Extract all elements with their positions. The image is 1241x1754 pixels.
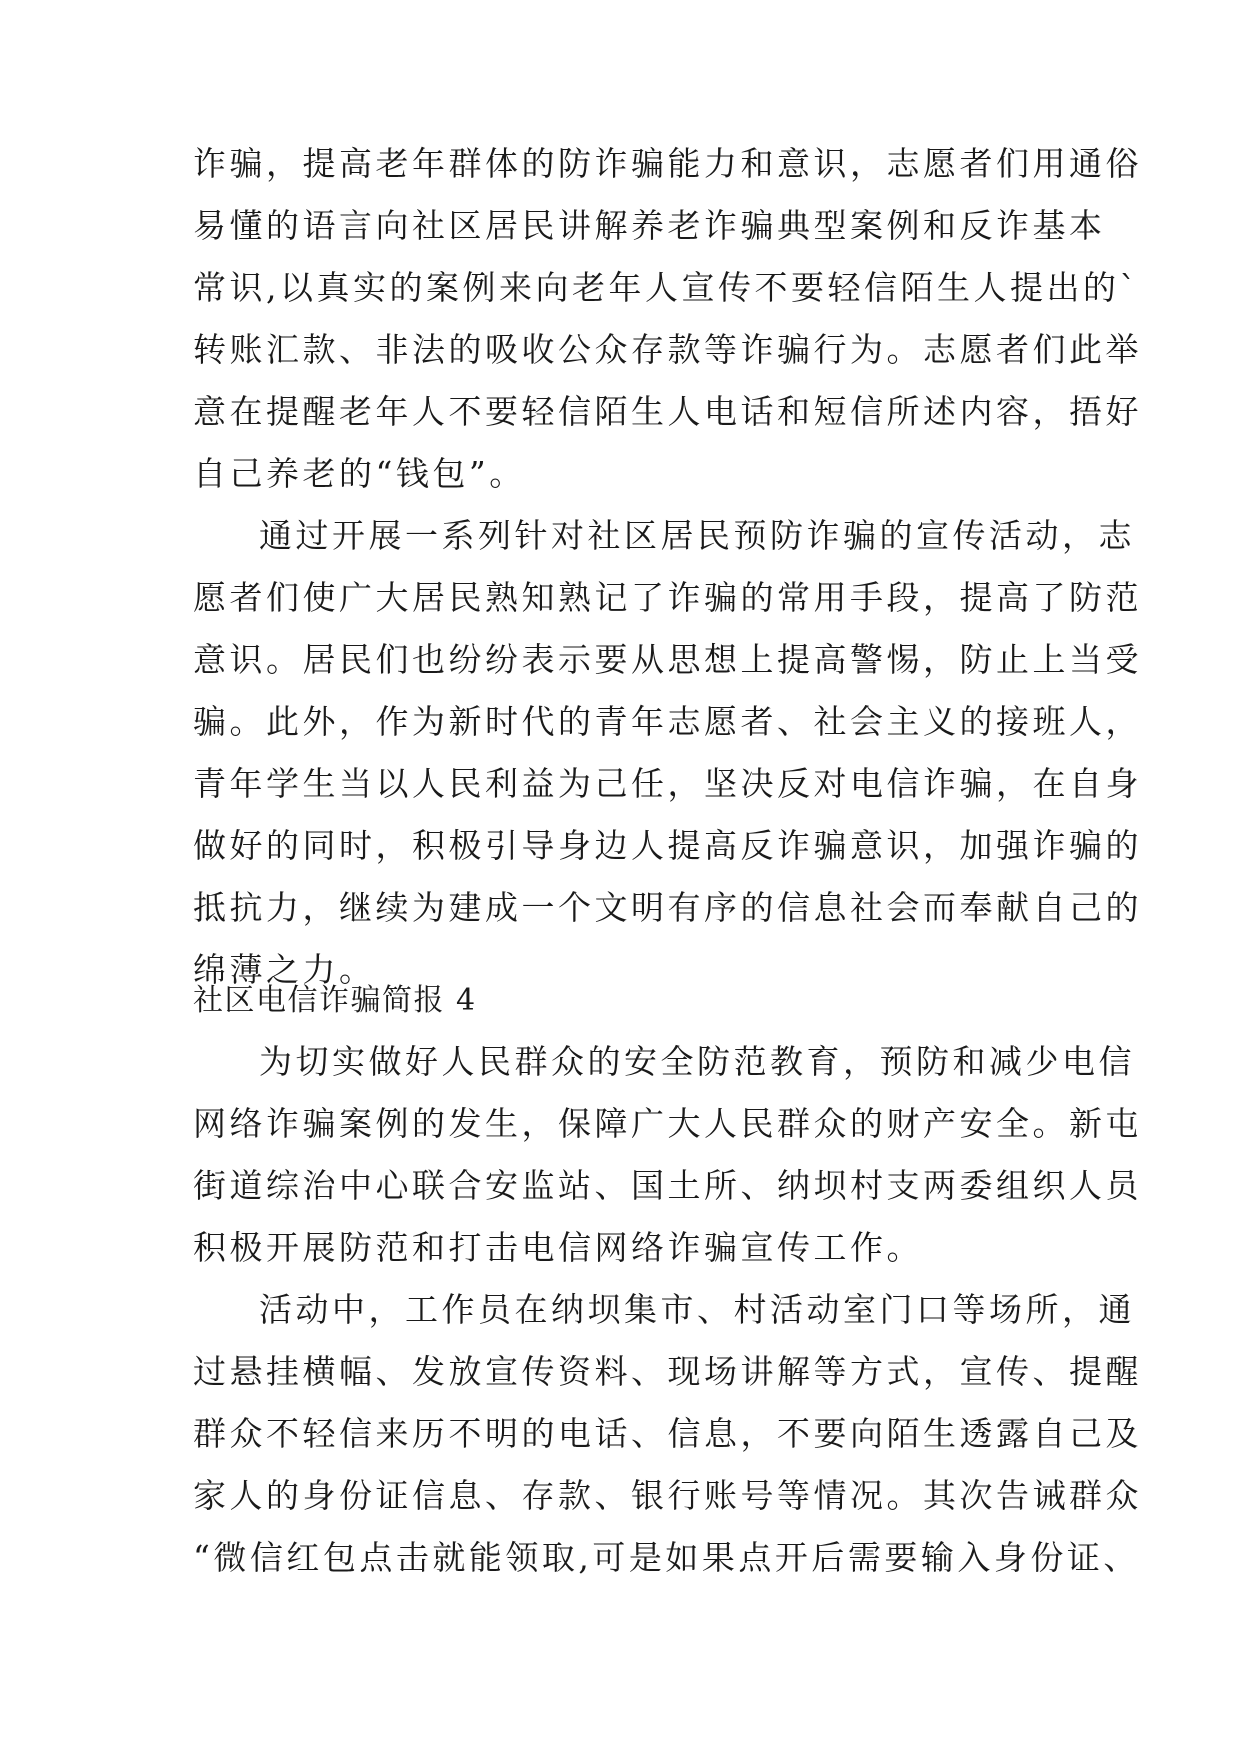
paragraph-line: 骗。此外，作为新时代的青年志愿者、社会主义的接班人，	[193, 702, 1142, 741]
paragraph-line: 家人的身份证信息、存款、银行账号等情况。其次告诫群众	[193, 1476, 1142, 1515]
paragraph-line: 转账汇款、非法的吸收公众存款等诈骗行为。志愿者们此举	[193, 330, 1142, 369]
paragraph-line: 意在提醒老年人不要轻信陌生人电话和短信所述内容，捂好	[193, 392, 1142, 431]
paragraph-line: “微信红包点击就能领取,可是如果点开后需要输入身份证、	[193, 1538, 1140, 1577]
paragraph-line: 网络诈骗案例的发生，保障广大人民群众的财产安全。新屯	[193, 1104, 1142, 1143]
paragraph-line: 抵抗力，继续为建成一个文明有序的信息社会而奉献自己的	[193, 888, 1142, 927]
paragraph-line: 过悬挂横幅、发放宣传资料、现场讲解等方式，宣传、提醒	[193, 1352, 1142, 1391]
paragraph-line: 活动中，工作员在纳坝集市、村活动室门口等场所，通	[259, 1290, 1135, 1329]
section-heading: 社区电信诈骗简报 4	[193, 983, 477, 1018]
paragraph-line: 做好的同时，积极引导身边人提高反诈骗意识，加强诈骗的	[193, 826, 1142, 865]
paragraph-line: 为切实做好人民群众的安全防范教育，预防和减少电信	[259, 1042, 1135, 1081]
paragraph-line: 易懂的语言向社区居民讲解养老诈骗典型案例和反诈基本	[193, 206, 1106, 245]
paragraph-2	[193, 505, 1142, 1001]
paragraph-line: 诈骗，提高老年群体的防诈骗能力和意识，志愿者们用通俗	[193, 144, 1142, 183]
paragraph-4	[193, 1279, 1142, 1589]
paragraph-line: 自己养老的“钱包”。	[193, 454, 526, 493]
paragraph-line: 青年学生当以人民利益为己任，坚决反对电信诈骗，在自身	[193, 764, 1142, 803]
paragraph-line: 愿者们使广大居民熟知熟记了诈骗的常用手段，提高了防范	[193, 578, 1142, 617]
paragraph-line: 意识。居民们也纷纷表示要从思想上提高警惕，防止上当受	[193, 640, 1142, 679]
paragraph-line: 积极开展防范和打击电信网络诈骗宣传工作。	[193, 1228, 923, 1267]
paragraph-line: 绵薄之力。	[193, 950, 376, 989]
paragraph-line: 街道综治中心联合安监站、国土所、纳坝村支两委组织人员	[193, 1166, 1142, 1205]
paragraph-line: 常识,以真实的案例来向老年人宣传不要轻信陌生人提出的`	[193, 268, 1140, 307]
paragraph-line: 通过开展一系列针对社区居民预防诈骗的宣传活动，志	[259, 516, 1135, 555]
paragraph-line: 群众不轻信来历不明的电话、信息，不要向陌生透露自己及	[193, 1414, 1142, 1453]
paragraph-3	[193, 1031, 1142, 1279]
paragraph-1	[193, 133, 1142, 505]
